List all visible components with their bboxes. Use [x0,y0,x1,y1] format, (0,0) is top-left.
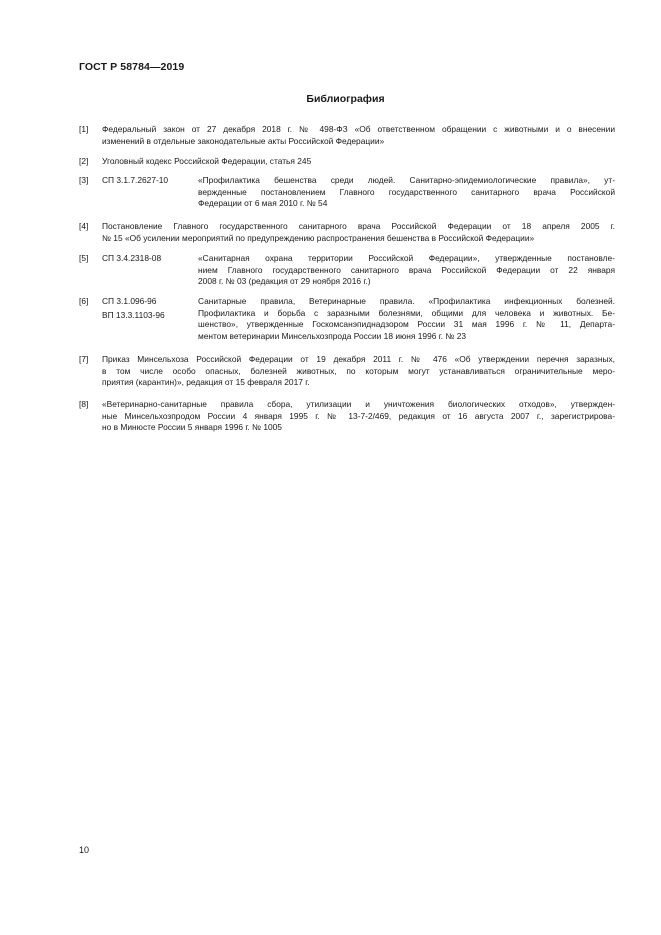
section-title [0,93,661,105]
entry-line: «Санитарная охрана территории Российской Федерации», утвержденные постановле- [198,253,615,263]
entry-code: СП 3.4.2318-08 [102,253,162,263]
entry-number: [4] [79,221,89,231]
entry-text [198,175,615,210]
entry-number: [5] [79,253,89,263]
entry-line: нием Главного государственного санитарного врача Российской Федерации от 22 января [198,264,615,275]
entry-text [198,296,615,342]
entry-line: но в Минюсте России 5 января 1996 г. № 1005 [102,422,282,433]
entry-line: Санитарные правила, Ветеринарные правила. «Профилактика инфекционных болезней. [198,296,615,306]
entry-number: [6] [79,296,89,306]
entry-text [102,399,615,434]
entry-line: Федерации от 6 мая 2010 г. № 54 [198,198,328,209]
entry-text [102,124,615,147]
entry-number: [2] [79,156,89,166]
entry-line: Постановление Главного государственного санитарного врача Российской Федерации от 18 апреля 2005 г. [102,221,615,231]
entry-text [102,156,615,168]
entry-line: Профилактика и борьба с заразными болезнями, общими для человека и животных. Бе- [198,307,615,318]
entry-line: приятия (карантин)», редакция от 15 февраля 2017 г. [102,377,310,388]
entry-line: ментом ветеринарии Минсельхозпрода России 18 июня 1996 г. № 23 [198,330,467,341]
entry-number: [3] [79,175,89,185]
document-code: ГОСТ Р 58784—2019 [79,61,185,73]
entry-line: вержденные постановлением Главного государственного санитарного врача Российской [198,186,615,197]
entry-line: 2008 г. № 03 (редакция от 29 ноября 2016 г.) [198,276,371,287]
section-title-text: Библиография [306,93,385,105]
entry-line: Федеральный закон от 27 декабря 2018 г. № 498-ФЗ «Об ответственном обращении с животными и о внесении [102,124,615,134]
entry-line: «Ветеринарно-санитарные правила сбора, утилизации и уничтожения биологических отходов», утвержден- [102,399,615,409]
entry-code-secondary: ВП 13.3.1103-96 [102,310,165,320]
entry-line: ные Минсельхозпродом России 4 января 1995 г. № 13-7-2/469, редакция от 16 августа 2007 г., зарегистрирова- [102,410,615,421]
entry-line: «Профилактика бешенства среди людей. Санитарно-эпидемиологические правила», ут- [198,175,615,185]
entry-code: СП 3.1.7.2627-10 [102,175,169,185]
page-number: 10 [79,845,90,855]
entry-number: [8] [79,399,89,409]
entry-line: Приказ Минсельхоза Российской Федерации от 19 декабря 2011 г. № 476 «Об утверждении перечня заразных, [102,354,615,364]
entry-text [102,221,615,244]
entry-line: в том числе особо опасных, болезней животных, по которым могут устанавливаться ограничительные меро- [102,365,615,376]
entry-line: № 15 «Об усилении мероприятий по предупреждению распространения бешенства в Российской Федерации» [102,232,535,243]
entry-line: шенство», утвержденные Госкомсанэпиднадзором России 31 мая 1996 г. № 11, Департа- [198,319,615,330]
entry-number: [7] [79,354,89,364]
entry-text [102,354,615,389]
entry-line: изменений в отдельные законодательные акты Российской Федерации» [102,135,385,146]
entry-text [198,253,615,288]
entry-number: [1] [79,124,89,134]
entry-line: Уголовный кодекс Российской Федерации, статья 245 [102,156,312,166]
entry-code: СП 3.1.096-96 [102,296,157,306]
